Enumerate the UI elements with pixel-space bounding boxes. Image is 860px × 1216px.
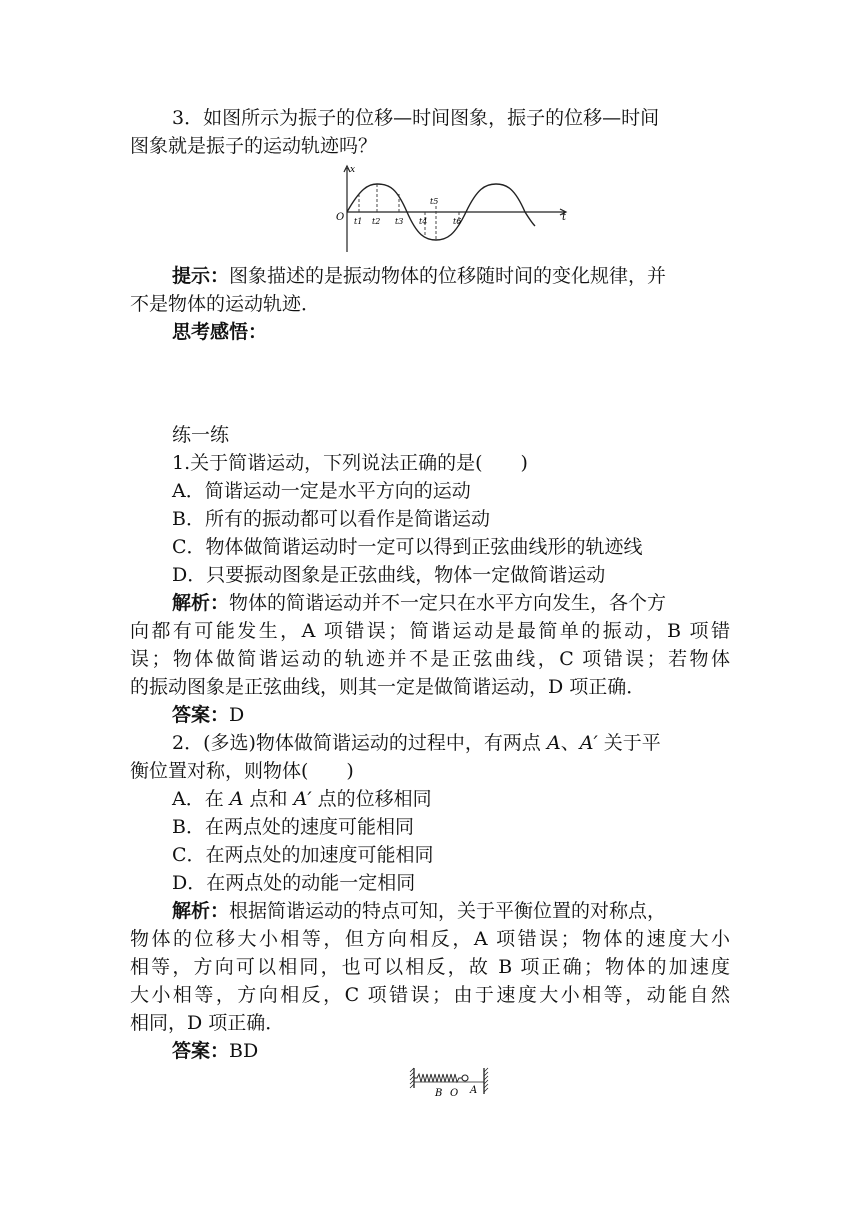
graph-x-label: t xyxy=(562,212,567,223)
q2-option-a-point-prime: A′ xyxy=(293,788,312,810)
q2-option-a-point: A xyxy=(229,788,244,810)
question3-line2: 图象就是振子的运动轨迹吗？ xyxy=(130,135,378,157)
q2-analysis-label: 解析： xyxy=(172,900,230,922)
q2-analysis-line4: 大小相等，方向相反，C 项错误；由于速度大小相等，动能自然 xyxy=(130,984,730,1006)
q1-analysis-line2: 向都有可能发生，A 项错误；简谐运动是最简单的振动，B 项错 xyxy=(130,620,730,642)
q2-option-d: D．在两点处的动能一定相同 xyxy=(172,872,416,894)
q1-answer xyxy=(172,701,244,729)
q2-stem-part1: 2．(多选)物体做简谐运动的过程中，有两点 xyxy=(172,732,547,754)
q2-answer-value: BD xyxy=(229,1040,259,1062)
graph-tick-t6: t6 xyxy=(453,217,462,226)
q1-option-c: C．物体做简谐运动时一定可以得到正弦曲线形的轨迹线 xyxy=(172,536,643,558)
graph-tick-t2: t2 xyxy=(372,217,381,226)
q2-analysis-line5: 相同，D 项正确． xyxy=(130,1012,285,1034)
graph-tick-t1: t1 xyxy=(354,217,363,226)
hint-text-1: 图象描述的是振动物体的位移随时间的变化规律，并 xyxy=(229,265,667,287)
q2-option-a-part1: A．在 xyxy=(172,788,230,810)
q1-option-b: B．所有的振动都可以看作是简谐运动 xyxy=(172,508,490,530)
reflection-label: 思考感悟： xyxy=(172,321,268,343)
q2-stem-part2: 关于平 xyxy=(597,732,661,754)
hint-line1 xyxy=(172,262,666,290)
q2-sep: 、 xyxy=(560,732,580,754)
q2-stem-line2: 衡位置对称，则物体( ) xyxy=(130,760,354,782)
graph-y-label: x xyxy=(350,165,356,175)
q1-analysis-line3: 误；物体做简谐运动的轨迹并不是正弦曲线，C 项错误；若物体 xyxy=(130,648,730,670)
q2-point-a-prime: A′ xyxy=(579,732,598,754)
q1-analysis-line4: 的振动图象是正弦曲线，则其一定是做简谐运动，D 项正确． xyxy=(130,676,646,698)
q2-option-a-mid: 点和 xyxy=(243,788,294,810)
practice-title: 练一练 xyxy=(172,424,230,446)
q2-option-a-part2: 点的位移相同 xyxy=(311,788,432,810)
q2-option-b: B．在两点处的速度可能相同 xyxy=(172,816,414,838)
displacement-time-graph xyxy=(335,162,575,254)
graph-tick-t4: t4 xyxy=(419,217,428,226)
q2-stem-line1 xyxy=(172,729,661,757)
q1-answer-value: D xyxy=(229,704,245,726)
hint-label: 提示： xyxy=(172,265,230,287)
q2-point-a: A xyxy=(546,732,561,754)
q1-analysis-line1 xyxy=(172,589,666,617)
q2-analysis-line3: 相等，方向可以相同，也可以相反，故 B 项正确；物体的加速度 xyxy=(130,956,730,978)
q2-answer xyxy=(172,1037,258,1065)
q1-stem: 1.关于简谐运动，下列说法正确的是( ) xyxy=(172,452,528,474)
q2-answer-label: 答案： xyxy=(172,1040,230,1062)
spring-label-b: B xyxy=(435,1088,443,1098)
q2-analysis-text-1: 根据简谐运动的特点可知，关于平衡位置的对称点， xyxy=(229,900,667,922)
q1-analysis-label: 解析： xyxy=(172,592,230,614)
question3-line1: 3．如图所示为振子的位移—时间图象，振子的位移—时间 xyxy=(172,107,660,129)
q1-analysis-text-1: 物体的简谐运动并不一定只在水平方向发生，各个方 xyxy=(229,592,667,614)
spring-label-a: A xyxy=(470,1085,478,1096)
q2-option-c: C．在两点处的加速度可能相同 xyxy=(172,844,434,866)
graph-tick-t5: t5 xyxy=(430,197,439,206)
q1-option-a: A．简谐运动一定是水平方向的运动 xyxy=(172,480,471,502)
q2-analysis-line2: 物体的位移大小相等，但方向相反，A 项错误；物体的速度大小 xyxy=(130,928,730,950)
spring-label-o: O xyxy=(450,1088,459,1098)
graph-tick-t3: t3 xyxy=(395,217,404,226)
q2-analysis-line1 xyxy=(172,897,666,925)
q1-answer-label: 答案： xyxy=(172,704,230,726)
hint-line2: 不是物体的运动轨迹． xyxy=(130,293,321,315)
q2-option-a xyxy=(172,785,432,813)
spring-oscillator-figure xyxy=(408,1064,490,1098)
graph-origin-label: O xyxy=(336,212,345,223)
q1-option-d: D．只要振动图象是正弦曲线，物体一定做简谐运动 xyxy=(172,564,606,586)
